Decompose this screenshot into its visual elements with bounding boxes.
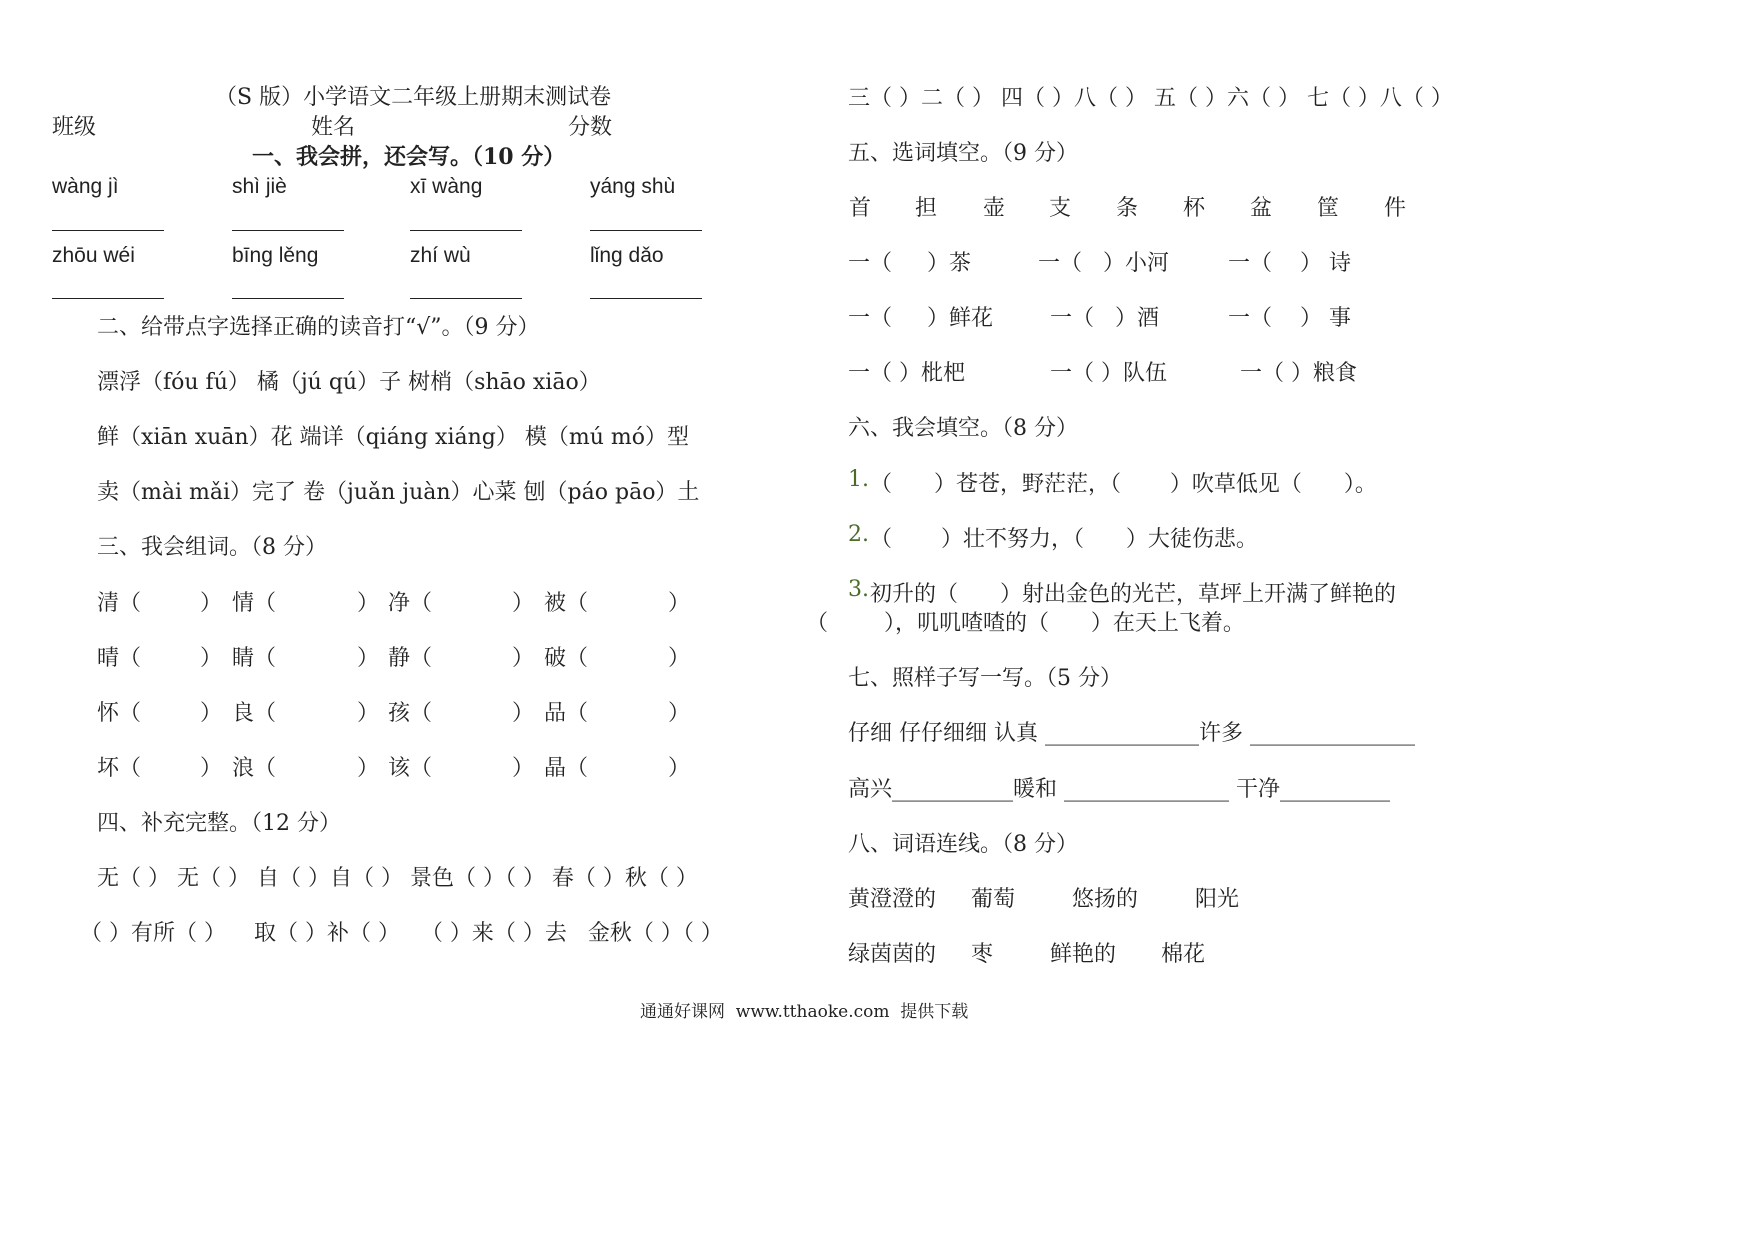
word-cell: 良（ [232, 701, 277, 726]
name-label: 姓名 [311, 115, 356, 140]
pinyin-item: zhí wù [410, 244, 471, 267]
match-word: 鲜艳的 [1050, 942, 1117, 967]
answer-line [410, 298, 522, 299]
word-cell-close: ） [512, 701, 535, 726]
match-word: 绿茵茵的 [848, 942, 937, 967]
poem-line: （ ）苍苍，野茫茫，（ ）吹草低见（ ）。 [870, 472, 1377, 497]
sentence-line: 初升的（ ）射出金色的光芒，草坪上开满了鲜艳的 [870, 582, 1396, 607]
fill-item: 一（ ） 诗 [1228, 251, 1351, 276]
word-cell-close: ） [512, 756, 535, 781]
complete-line: （ ）有所（ ） 取（ ）补（ ） （ ）来（ ）去 金秋（ ）（ ） [80, 921, 723, 946]
fill-item: 一（ ）鲜花 [848, 306, 993, 331]
match-word: 葡萄 [971, 887, 1016, 912]
answer-line [590, 298, 702, 299]
match-word: 悠扬的 [1072, 887, 1139, 912]
word-cell: 净（ [388, 591, 433, 616]
word-cell: 孩（ [388, 701, 433, 726]
pinyin-item: lǐng dǎo [590, 244, 664, 267]
fill-item: 一（ ）队伍 [1050, 361, 1167, 386]
pronunciation-line: 鲜（xiān xuān）花 端详（qiáng xiáng） 模（mú mó）型 [97, 425, 689, 450]
word-cell-close: ） [668, 701, 691, 726]
fill-item: 一（ ） 事 [1228, 306, 1351, 331]
word-cell-close: ） [668, 756, 691, 781]
word-cell: 清（ [97, 591, 142, 616]
word-cell: 被（ [544, 591, 589, 616]
word-cell-close: ） [357, 591, 380, 616]
word-cell-close: ） [668, 646, 691, 671]
pronunciation-line: 漂浮（fóu fú） 橘（jú qú）子 树梢（shāo xiāo） [97, 370, 601, 395]
pronunciation-line: 卖（mài mǎi）完了 卷（juǎn juàn）心菜 刨（páo pāo）土 [97, 480, 700, 505]
sentence-line: （ ），叽叽喳喳的（ ）在天上飞着。 [806, 611, 1245, 636]
word-cell-close: ） [357, 756, 380, 781]
match-word: 棉花 [1161, 942, 1206, 967]
word-bank-item: 条 [1116, 196, 1139, 221]
score-label: 分数 [568, 115, 613, 140]
item-number: 3. [848, 577, 869, 602]
match-word: 阳光 [1195, 887, 1240, 912]
section-2-heading: 二、给带点字选择正确的读音打“√”。（9 分） [97, 315, 540, 340]
word-cell-close: ） [200, 646, 223, 671]
answer-line [52, 230, 164, 231]
word-bank-item: 杯 [1183, 196, 1206, 221]
fill-item: 一（ ）茶 [848, 251, 971, 276]
pinyin-item: zhōu wéi [52, 244, 135, 267]
pinyin-item: yáng shù [590, 175, 676, 198]
word-bank-item: 盆 [1250, 196, 1273, 221]
word-cell-close: ） [200, 701, 223, 726]
word-cell-close: ） [512, 591, 535, 616]
word-cell: 浪（ [232, 756, 277, 781]
word-cell: 坏（ [97, 756, 142, 781]
pinyin-item: xī wàng [410, 175, 483, 198]
answer-line [232, 230, 344, 231]
complete-line: 无（ ） 无（ ） 自（ ）自（ ） 景色（ ）（ ） 春（ ）秋（ ） [97, 866, 698, 891]
section-6-heading: 六、我会填空。（8 分） [848, 416, 1078, 441]
answer-line [410, 230, 522, 231]
word-cell: 该（ [388, 756, 433, 781]
page-title: （S 版）小学语文二年级上册期末测试卷 [215, 85, 612, 110]
word-cell-close: ） [357, 646, 380, 671]
pinyin-item: shì jiè [232, 175, 287, 198]
match-word: 黄澄澄的 [848, 887, 937, 912]
word-bank-item: 筐 [1317, 196, 1340, 221]
answer-line [232, 298, 344, 299]
word-cell: 晴（ [97, 646, 142, 671]
section-4-heading: 四、补充完整。（12 分） [97, 811, 341, 836]
word-cell: 破（ [544, 646, 589, 671]
fill-item: 一（ ）粮食 [1240, 361, 1357, 386]
word-cell: 品（ [544, 701, 589, 726]
answer-line [590, 230, 702, 231]
complete-line: 三（ ）二（ ） 四（ ）八（ ） 五（ ）六（ ） 七（ ）八（ ） [848, 86, 1453, 111]
pinyin-item: wàng jì [52, 175, 119, 198]
word-cell: 静（ [388, 646, 433, 671]
word-cell: 睛（ [232, 646, 277, 671]
fill-item: 一（ ）小河 [1038, 251, 1169, 276]
word-cell: 怀（ [97, 701, 142, 726]
word-bank-item: 支 [1049, 196, 1072, 221]
answer-line [52, 298, 164, 299]
example-line: 高兴___________暖和 _______________ 干净__________ [848, 777, 1390, 802]
section-1-heading: 一、我会拼，还会写。（10 分） [252, 144, 566, 170]
word-bank-item: 件 [1384, 196, 1407, 221]
word-bank-item: 担 [915, 196, 938, 221]
match-word: 枣 [971, 942, 994, 967]
example-line: 仔细 仔仔细细 认真 ______________许多 _______________ [848, 721, 1415, 746]
word-cell-close: ） [512, 646, 535, 671]
fill-item: 一（ ）酒 [1050, 306, 1159, 331]
section-3-heading: 三、我会组词。（8 分） [97, 535, 327, 560]
word-cell: 晶（ [544, 756, 589, 781]
section-7-heading: 七、照样子写一写。（5 分） [848, 666, 1122, 691]
poem-line: （ ）壮不努力，（ ）大徒伤悲。 [870, 527, 1258, 552]
class-label: 班级 [52, 115, 97, 140]
word-cell: 情（ [232, 591, 277, 616]
word-bank-item: 壶 [983, 196, 1006, 221]
fill-item: 一（ ）枇杷 [848, 361, 965, 386]
word-cell-close: ） [668, 591, 691, 616]
section-8-heading: 八、词语连线。（8 分） [848, 832, 1078, 857]
word-bank-item: 首 [849, 196, 872, 221]
section-5-heading: 五、选词填空。（9 分） [848, 141, 1078, 166]
item-number: 2. [848, 522, 869, 547]
word-cell-close: ） [200, 756, 223, 781]
word-cell-close: ） [200, 591, 223, 616]
item-number: 1. [848, 467, 869, 492]
pinyin-item: bīng lěng [232, 244, 319, 267]
footer-credit: 通通好课网 www.tthaoke.com 提供下载 [640, 1002, 969, 1022]
word-cell-close: ） [357, 701, 380, 726]
